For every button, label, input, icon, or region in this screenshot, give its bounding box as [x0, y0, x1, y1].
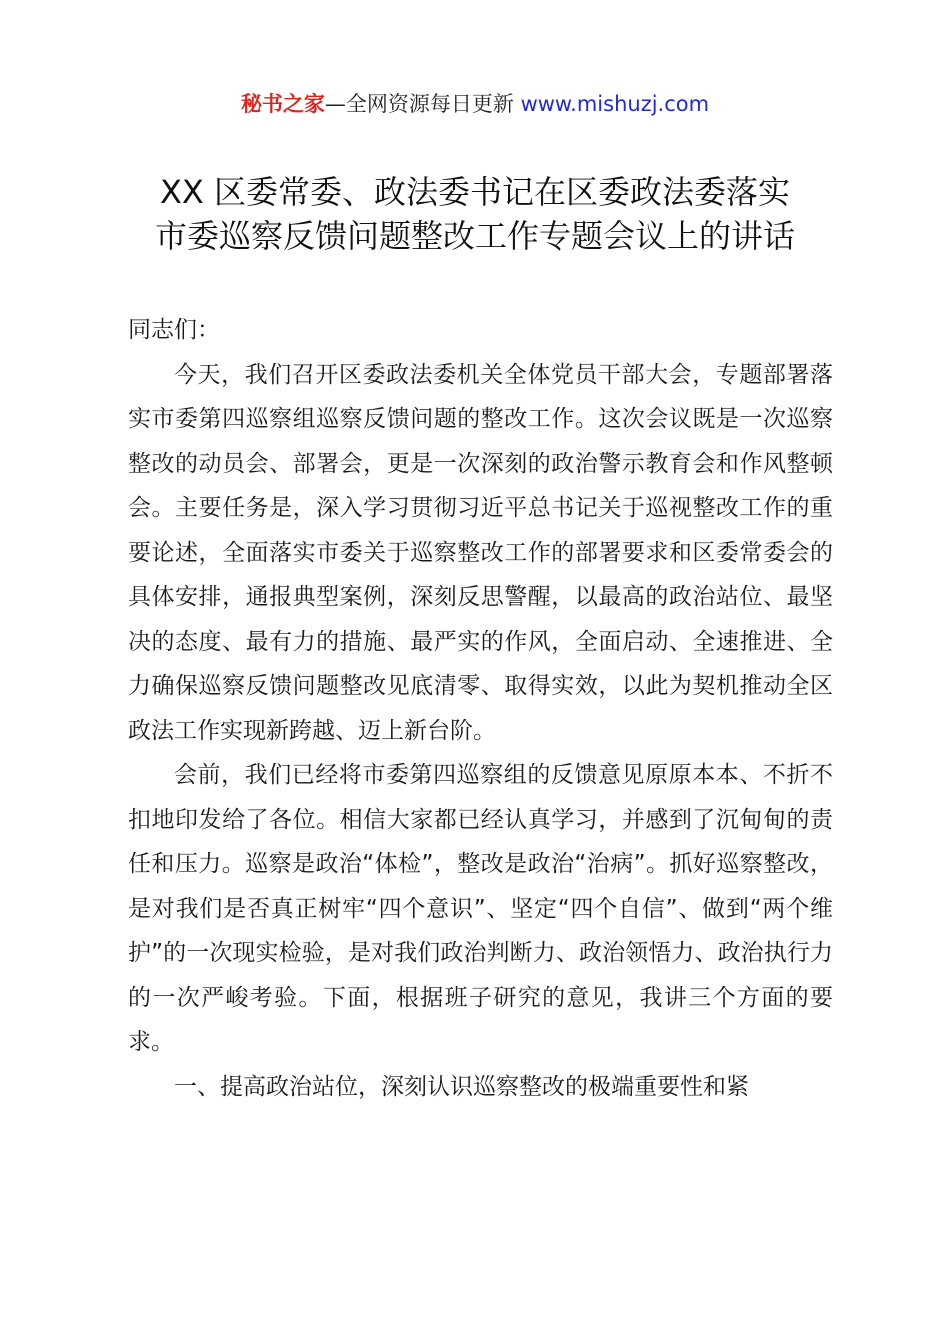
title-line-1: XX 区委常委、政法委书记在区委政法委落实 — [159, 173, 791, 211]
site-url[interactable]: www.mishuzj.com — [520, 92, 710, 116]
site-brand: 秘书之家 — [240, 92, 325, 116]
paragraph-3: 一、提高政治站位，深刻认识巡察整改的极端重要性和紧 — [174, 1073, 749, 1100]
paragraph-2: 会前，我们已经将市委第四巡察组的反馈意见原原本本、不折不扣地印发给了各位。相信大家都已经认真学习，并感到了沉甸甸的责任和压力。巡察是政治“体检”，整改是政治“治病”。抓好巡察整改，是对我们是否真正树牢“四个意识”、坚定“四个自信”、做到“两个维护”的一次现实检验，是对我们政治判断力、政治领悟力、政治执行力的一次严峻考验。下面，根据班子研究的意见，我讲三个方面的要求。 — [128, 762, 833, 1055]
salutation: 同志们： — [128, 317, 220, 343]
paragraph-1: 今天，我们召开区委政法委机关全体党员干部大会，专题部署落实市委第四巡察组巡察反馈问题的整改工作。这次会议既是一次巡察整改的动员会、部署会，更是一次深刻的政治警示教育会和作风整顿会。主要任务是，深入学习贯彻习近平总书记关于巡视整改工作的重要论述，全面落实市委关于巡察整改工作的部署要求和区委常委会的具体安排，通报典型案例，深刻反思警醒，以最高的政治站位、最坚决的态度、最有力的措施、最严实的作风，全面启动、全速推进、全力确保巡察反馈问题整改见底清零、取得实效，以此为契机推动全区政法工作实现新跨越、迈上新台阶。 — [128, 361, 833, 744]
document-title — [90, 170, 860, 258]
site-header — [0, 88, 950, 120]
site-tagline: —全网资源每日更新 — [324, 92, 521, 116]
document-body — [128, 308, 833, 1109]
title-line-2: 市委巡察反馈问题整改工作专题会议上的讲话 — [154, 217, 795, 255]
